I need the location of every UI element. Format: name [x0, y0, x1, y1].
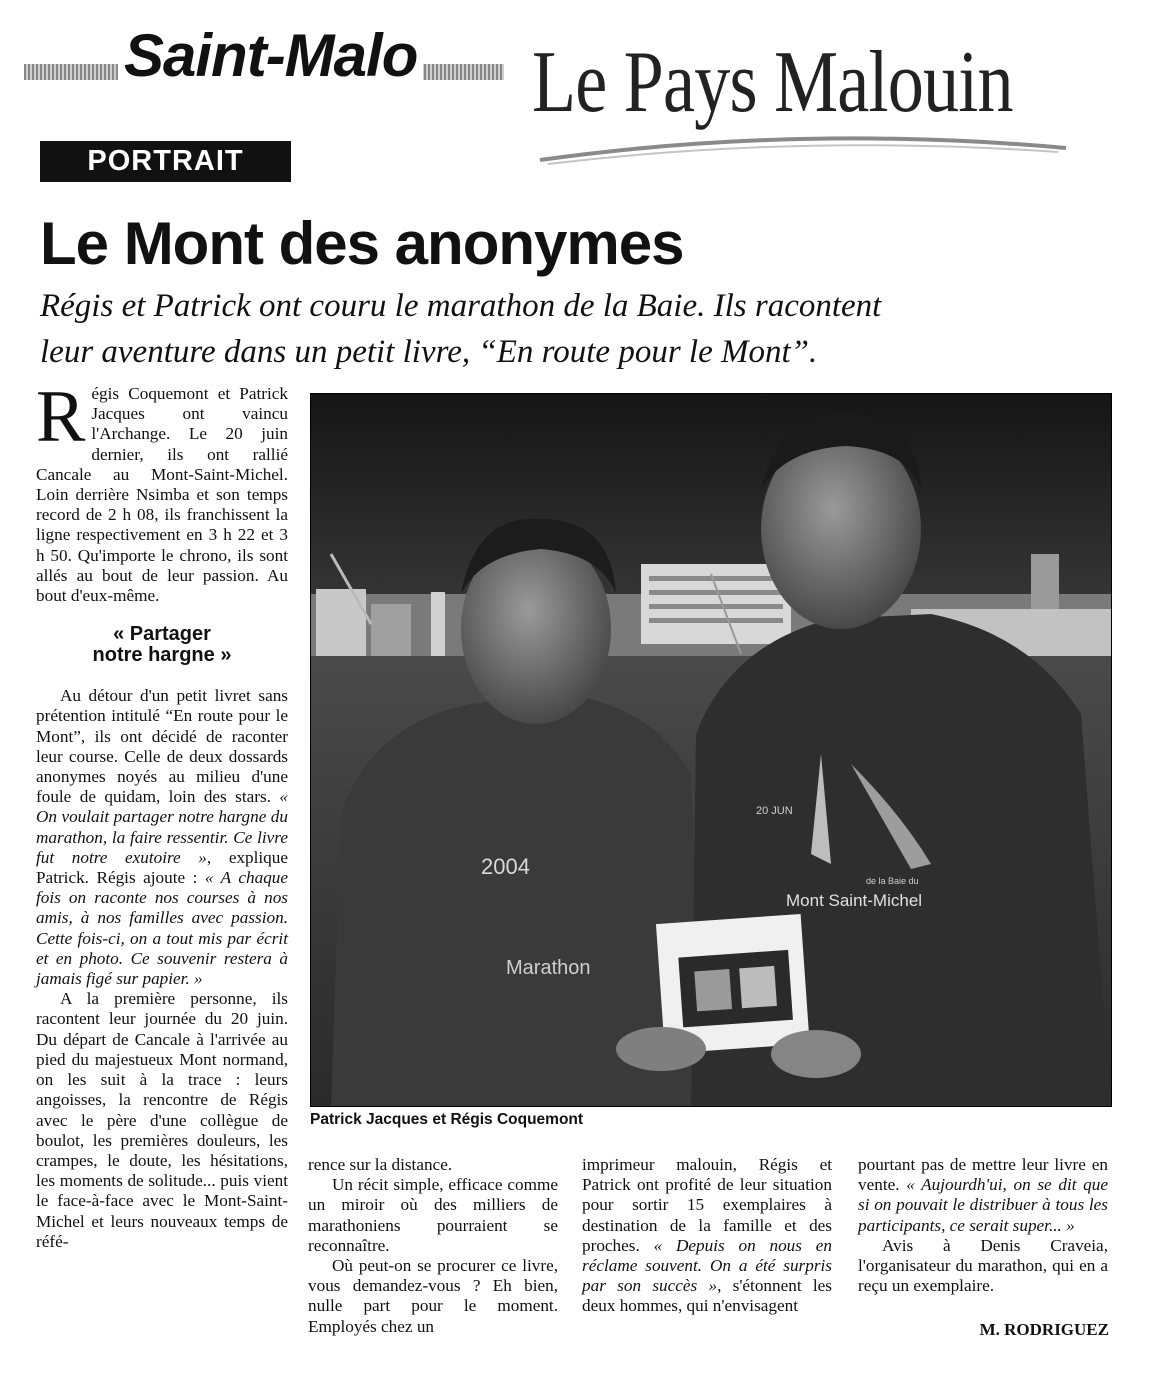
shirt-year: 2004 [481, 854, 530, 879]
body-column-2 [308, 1155, 558, 1337]
drop-cap: R [36, 376, 86, 458]
shirt-small-text: de la Baie du [866, 876, 919, 886]
shirt-text: Marathon [506, 957, 591, 979]
body-paragraph: pourtant pas de mettre leur livre en vente. « Aujourdh'ui, on se dit que si on pouvait le distribuer à tous les participants, ce serait super... » [858, 1155, 1108, 1235]
body-column-1 [36, 376, 289, 1252]
body-paragraph: rence sur la distance. [308, 1155, 453, 1174]
kicker-label: PORTRAIT [40, 141, 291, 182]
deck-line: leur aventure dans un petit livre, “En route pour le Mont”. [40, 334, 818, 370]
article-photo [310, 393, 1112, 1107]
headline: Le Mont des anonymes [40, 210, 684, 277]
lead-paragraph: Régis Coquemont et Patrick Jacques ont vaincu l'Archange. Le 20 juin dernier, ils ont rallié Cancale au Mont-Saint-Michel. Loin derrière Nsimba et son temps record de 2 h 08, ils franchissent la ligne respectivement en 3 h 22 et 3 h 50. Qu'importe le chrono, ils sont allés au bout de leur passion. Au bout d'eux-même. [36, 376, 288, 606]
deck [40, 283, 1050, 375]
body-paragraph: Avis à Denis Craveia, l'organisateur du marathon, qui en a reçu un exemplaire. [858, 1235, 1108, 1296]
quote: « Depuis on nous en réclame souvent. On a été surpris par son succès » [582, 1235, 833, 1296]
shirt-text: Mont Saint-Michel [786, 891, 923, 910]
body-paragraph: Un récit simple, efficace comme un miroir où des milliers de marathoniens pourraient se reconnaître. [308, 1175, 558, 1255]
body-paragraph: Au détour d'un petit livret sans prétention intitulé “En route pour le Mont”, ils ont décidé de raconter leur course. Celle de deux dossards anonymes noyés au milieu d'une foule de quidam, loin des stars. « On voulait partager notre hargne du marathon, la faire ressentir. Ce livre fut notre exutoire », explique Patrick. Régis ajoute : « A chaque fois on raconte nos courses à nos amis, à nos familles avec passion. Cette fois-ci, on a tout mis par écrit et en photo. Ce souvenir restera à jamais figé sur papier. » [36, 686, 289, 989]
subheading: « Partager notre hargne » [92, 623, 232, 667]
photo-caption: Patrick Jacques et Régis Coquemont [310, 1111, 584, 1128]
photo-illustration [311, 394, 1111, 1106]
masthead-swoosh [538, 130, 1068, 166]
section-title: Saint-Malo [118, 20, 423, 92]
body-paragraph: A la première personne, ils racontent leur journée du 20 juin. Du départ de Cancale à l'arrivée au pied du majestueux Mont normand, on les suit à la trace : leurs angoisses, la rencontre de Régis avec le père d'une collègue de boulot, les premières douleurs, les crampes, le doute, les hésitations, les moments de solitude... puis vient le face-à-face avec le Mont-Saint-Michel et leurs nouveaux temps de réfé- [36, 989, 288, 1251]
masthead: Le Pays Malouin [532, 34, 1013, 131]
quote: « On voulait partager notre hargne du marathon, la faire ressentir. Ce livre fut notre exutoire » [36, 787, 289, 867]
quote: « A chaque fois on raconte nos courses à nos amis, à nos familles avec passion. Cette fois-ci, on a tout mis par écrit et en photo. Ce souvenir restera à jamais figé sur papier. » [36, 868, 289, 989]
deck-line: Régis et Patrick ont couru le marathon de la Baie. Ils racontent [40, 288, 882, 324]
body-paragraph: Où peut-on se procurer ce livre, vous demandez-vous ? Eh bien, nulle part pour le moment. Employés chez un [308, 1256, 558, 1336]
quote: « Aujourdh'ui, on se dit que si on pouvait le distribuer à tous les participants, ce serait super... » [858, 1175, 1108, 1235]
body-column-4 [858, 1155, 1108, 1296]
body-paragraph: imprimeur malouin, Régis et Patrick ont profité de leur situation pour sortir 15 exemplaires à destination de la famille et des proches. « Depuis on nous en réclame souvent. On a été surpris par son succès », s'étonnent les deux hommes, qui n'envisagent [582, 1155, 833, 1316]
byline: M. RODRIGUEZ [979, 1320, 1109, 1339]
body-column-3 [582, 1155, 832, 1317]
shirt-date: 20 JUN [756, 805, 793, 817]
